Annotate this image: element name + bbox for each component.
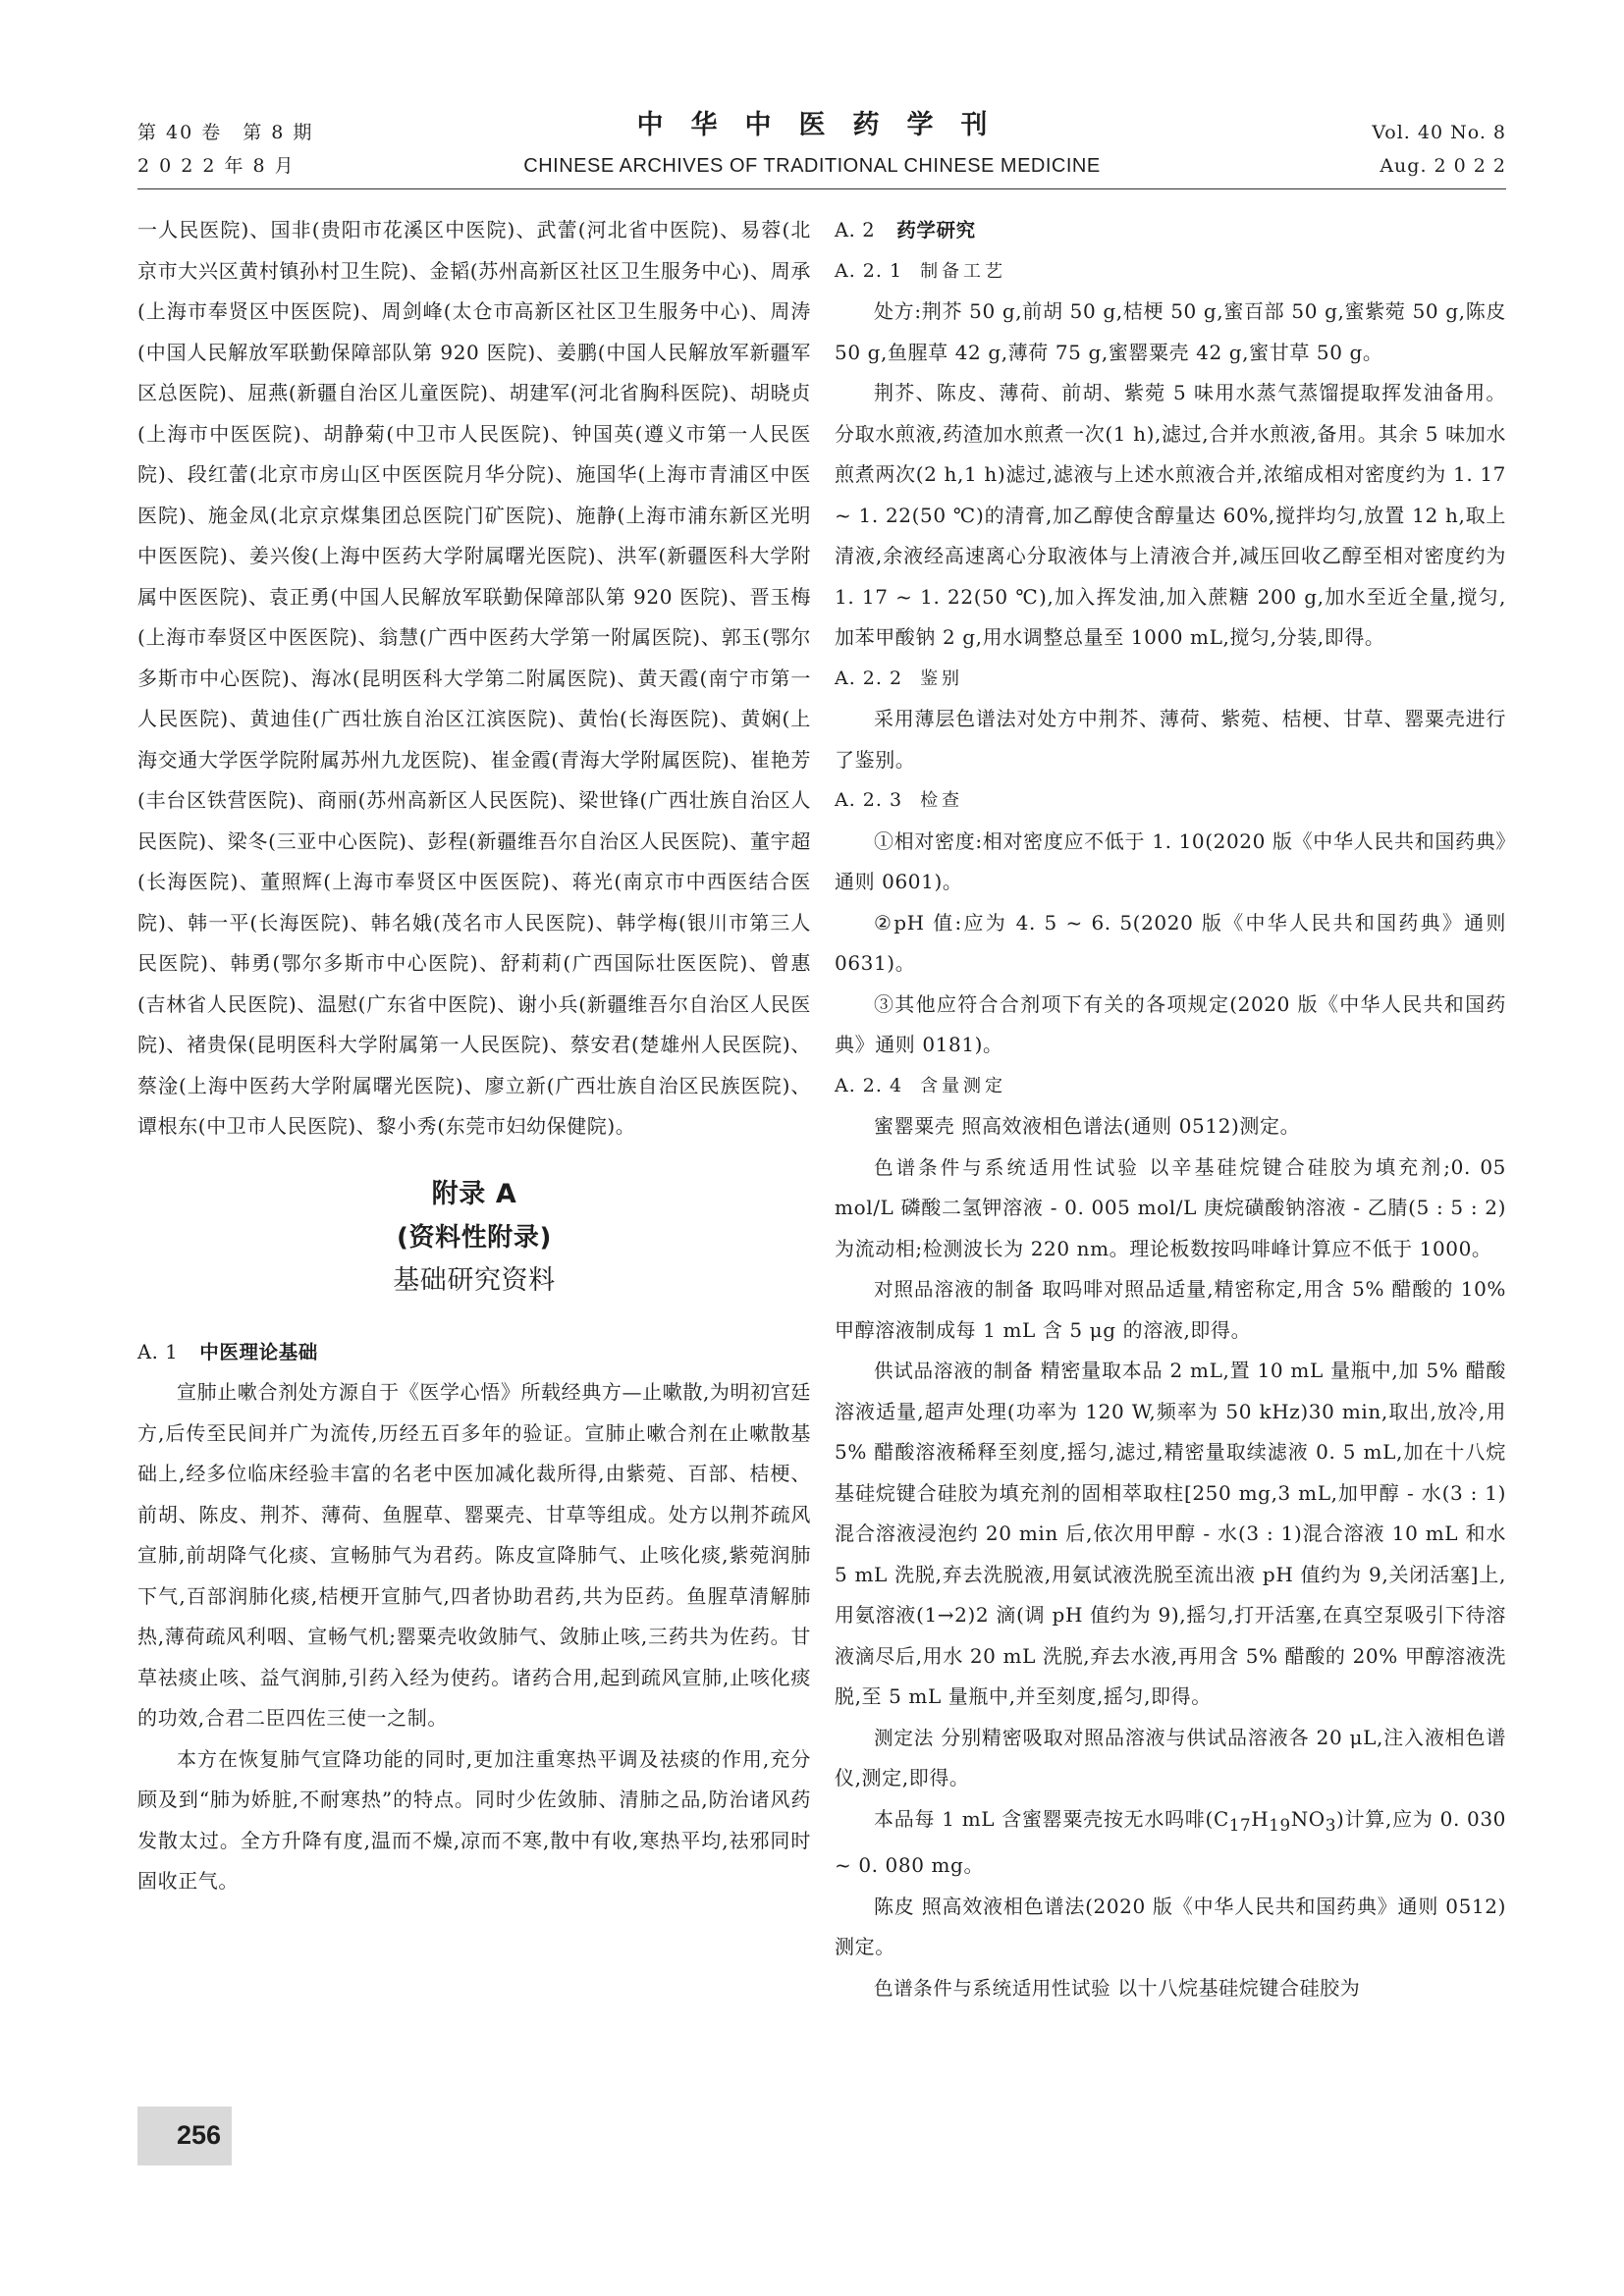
page-number-box xyxy=(137,2107,232,2165)
prescription-paragraph: 处方:荆芥 50 g,前胡 50 g,桔梗 50 g,蜜百部 50 g,蜜紫菀 50 g,陈皮 50 g,鱼腥草 42 g,薄荷 75 g,蜜罂粟壳 42 g,蜜甘草 50 g。 xyxy=(835,299,1506,364)
paragraph-body: 以十八烷基硅烷键合硅胶为 xyxy=(1117,1975,1361,2000)
paragraph-body: 精密量取本品 2 mL,置 10 mL 量瓶中,加 5% 醋酸溶液适量,超声处理(功率为 120 W,频率为 50 kHz)30 min,取出,放冷,用 5% 醋酸溶液稀释至刻度,摇匀,滤过,精密量取续滤液 0. 5 mL,加在十八烷基硅烷键合硅胶为填充剂的固相萃取柱[250 mg,3 mL,加甲醇 - 水(3 : 1)混合溶液浸泡约 20 min 后,依次用甲醇 - 水(3 : 1)混合溶液 10 mL 和水 5 mL 洗脱,弃去洗脱液,用氨试液洗脱至流出液 pH 值约为 9,关闭活塞]上,用氨溶液(1→2)2 滴(调 pH 值约为 9),摇匀,打开活塞,在真空泵吸引下待溶液滴尽后,用水 20 mL 洗脱,弃去水液,再用含 5% 醋酸的 20% 甲醇溶液洗脱,至 5 mL 量瓶中,并至刻度,摇匀,即得。 xyxy=(835,1359,1507,1708)
section-number: A. 1 xyxy=(137,1340,179,1363)
formula-element: C xyxy=(1213,1806,1229,1831)
subsection-number: A. 2. 4 xyxy=(835,1074,903,1096)
method-paragraph: 蜜罂粟壳 照高效液相色谱法(通则 0512)测定。 xyxy=(874,1114,1301,1138)
lead-term: 色谱条件与系统适用性试验 xyxy=(874,1976,1111,2000)
header-left xyxy=(137,116,313,183)
paragraph: 本方在恢复肺气宣降功能的同时,更加注重寒热平调及祛痰的作用,充分顾及到“肺为娇脏,不耐寒热”的特点。同时少佐敛肺、清肺之品,防治诸风药发散太过。全方升降有度,温而不燥,凉而不寒,散中有收,寒热平均,祛邪同时固收正气。 xyxy=(137,1746,811,1893)
subsection-title: 制备工艺 xyxy=(920,260,1007,282)
section-a2-heading xyxy=(835,210,1506,251)
section-number: A. 2 xyxy=(835,219,876,241)
page-number: 256 xyxy=(177,2120,222,2150)
content-paragraph xyxy=(835,1799,1506,1887)
subsection-a21-heading xyxy=(835,251,1506,293)
check-item-3: ③其他应符合合剂项下有关的各项规定(2020 版《中华人民共和国药典》通则 0181)。 xyxy=(835,991,1506,1056)
header-rule xyxy=(137,188,1506,189)
appendix-name: 基础研究资料 xyxy=(393,1264,556,1296)
date-en: Aug. 2 0 2 2 xyxy=(1380,155,1506,177)
journal-title-cn: 中华中医药学刊 xyxy=(636,110,1015,140)
section-title: 药学研究 xyxy=(896,219,976,241)
subsection-number: A. 2. 2 xyxy=(835,667,903,689)
lead-term: 对照品溶液的制备 xyxy=(874,1278,1035,1301)
formula-element: NO xyxy=(1290,1806,1326,1831)
formula-element: H xyxy=(1251,1806,1270,1831)
volume-issue-cn: 第 40 卷 第 8 期 xyxy=(137,122,314,143)
subsection-title: 鉴别 xyxy=(920,667,964,689)
subsection-a24-heading xyxy=(835,1066,1506,1107)
check-item-1: ①相对密度:相对密度应不低于 1. 10(2020 版《中华人民共和国药典》通则 0601)。 xyxy=(835,828,1506,893)
right-column xyxy=(835,210,1506,2008)
reference-solution-paragraph xyxy=(835,1269,1506,1351)
journal-title-en: CHINESE ARCHIVES OF TRADITIONAL CHINESE MEDICINE xyxy=(523,155,1101,177)
conditions-paragraph xyxy=(835,1968,1506,2009)
method-paragraph: 陈皮 照高效液相色谱法(2020 版《中华人民共和国药典》通则 0512)测定。 xyxy=(835,1894,1506,1958)
lead-term: 色谱条件与系统适用性试验 xyxy=(874,1155,1140,1179)
appendix-title: 附录 A xyxy=(431,1178,517,1209)
subsection-a22-heading xyxy=(835,659,1506,700)
paragraph-body: 取吗啡对照品适量,精密称定,用含 5% 醋酸的 10% 甲醇溶液制成每 1 mL 含 5 μg 的溶液,即得。 xyxy=(835,1277,1506,1342)
subsection-number: A. 2. 3 xyxy=(835,789,903,811)
paragraph-body: 本品每 1 mL 含蜜罂粟壳按无水吗啡( xyxy=(874,1806,1214,1831)
paragraph-body: )计算,应为 0. 030 ~ 0. 080 mg。 xyxy=(835,1806,1506,1877)
header-right xyxy=(1372,116,1506,183)
paragraph-body: 分别精密吸取对照品溶液与供试品溶液各 20 μL,注入液相色谱仪,测定,即得。 xyxy=(835,1725,1506,1789)
section-title: 中医理论基础 xyxy=(199,1340,318,1363)
paragraph: 宣肺止嗽合剂处方源自于《医学心悟》所载经典方—止嗽散,为明初宫廷方,后传至民间并广为流传,历经五百多年的验证。宣肺止嗽合剂在止嗽散基础上,经多位临床经验丰富的名老中医加减化裁所得,由紫菀、百部、桔梗、前胡、陈皮、荆芥、薄荷、鱼腥草、罂粟壳、甘草等组成。处方以荆芥疏风宣肺,前胡降气化痰、宣畅肺气为君药。陈皮宣降肺气、止咳化痰,紫菀润肺下气,百部润肺化痰,桔梗开宣肺气,四者协助君药,共为臣药。鱼腥草清解肺热,薄荷疏风利咽、宣畅气机;罂粟壳收敛肺气、敛肺止咳,三药共为佐药。甘草祛痰止咳、益气润肺,引药入经为使药。诸药合用,起到疏风宣肺,止咳化痰的功效,合君二臣四佐三使一之制。 xyxy=(137,1380,811,1730)
conditions-paragraph xyxy=(835,1148,1506,1270)
paragraph-body: 以辛基硅烷键合硅胶为填充剂;0. 05 mol/L 磷酸二氢钾溶液 - 0. 005 mol/L 庚烷磺酸钠溶液 - 乙腈(5 : 5 : 2)为流动相;检测波长为 220 nm。理论板数按吗啡峰计算应不低于 1000。 xyxy=(835,1154,1506,1260)
lead-term: 供试品溶液的制备 xyxy=(874,1360,1034,1382)
date-cn: 2 0 2 2 年 8 月 xyxy=(137,155,296,177)
formula-subscript: 3 xyxy=(1325,1815,1337,1835)
section-a1-heading xyxy=(137,1332,811,1373)
subsection-title: 含量测定 xyxy=(920,1075,1007,1096)
chemical-formula xyxy=(1213,1806,1337,1835)
measurement-paragraph xyxy=(835,1718,1506,1799)
test-solution-paragraph xyxy=(835,1351,1506,1718)
lead-term: 测定法 xyxy=(874,1726,935,1749)
formula-subscript: 19 xyxy=(1269,1815,1291,1835)
appendix-heading xyxy=(137,1173,811,1303)
formula-subscript: 17 xyxy=(1228,1815,1252,1835)
header-center xyxy=(412,108,1212,183)
subsection-number: A. 2. 1 xyxy=(835,259,903,282)
appendix-subtitle: (资料性附录) xyxy=(397,1222,552,1253)
subsection-title: 检查 xyxy=(920,790,964,811)
left-column xyxy=(137,210,811,1902)
process-paragraph: 荆芥、陈皮、薄荷、前胡、紫菀 5 味用水蒸气蒸馏提取挥发油备用。分取水煎液,药渣加水煎煮一次(1 h),滤过,合并水煎液,备用。其余 5 味加水煎煮两次(2 h,1 h)滤过,滤液与上述水煎液合并,浓缩成相对密度约为 1. 17 ~ 1. 22(50 ℃)的清膏,加乙醇使含醇量达 60%,搅拌均匀,放置 12 h,取上清液,余液经高速离心分取液体与上清液合并,减压回收乙醇至相对密度约为 1. 17 ~ 1. 22(50 ℃),加入挥发油,加入蔗糖 200 g,加水至近全量,搅匀,加苯甲酸钠 2 g,用水调整总量至 1000 mL,搅匀,分装,即得。 xyxy=(835,381,1506,649)
volume-issue-en: Vol. 40 No. 8 xyxy=(1372,122,1506,143)
subsection-a23-heading xyxy=(835,780,1506,822)
hospital-list-paragraph: 一人民医院)、国非(贵阳市花溪区中医院)、武蕾(河北省中医院)、易蓉(北京市大兴区黄村镇孙村卫生院)、金韬(苏州高新区社区卫生服务中心)、周承(上海市奉贤区中医医院)、周剑峰(太仓市高新区社区卫生服务中心)、周涛(中国人民解放军联勤保障部队第 920 医院)、姜鹏(中国人民解放军新疆军区总医院)、屈燕(新疆自治区儿童医院)、胡建军(河北省胸科医院)、胡晓贞(上海市中医医院)、胡静菊(中卫市人民医院)、钟国英(遵义市第一人民医院)、段红蕾(北京市房山区中医医院月华分院)、施国华(上海市青浦区中医医院)、施金凤(北京京煤集团总医院门矿医院)、施静(上海市浦东新区光明中医医院)、姜兴俊(上海中医药大学附属曙光医院)、洪军(新疆医科大学附属中医医院)、袁正勇(中国人民解放军联勤保障部队第 920 医院)、晋玉梅(上海市奉贤区中医医院)、翁慧(广西中医药大学第一附属医院)、郭玉(鄂尔多斯市中心医院)、海冰(昆明医科大学第二附属医院)、黄天霞(南宁市第一人民医院)、黄迪佳(广西壮族自治区江滨医院)、黄怡(长海医院)、黄娴(上海交通大学医学院附属苏州九龙医院)、崔金霞(青海大学附属医院)、崔艳芳(丰台区铁营医院)、商丽(苏州高新区人民医院)、梁世锋(广西壮族自治区人民医院)、梁冬(三亚中心医院)、彭程(新疆维吾尔自治区人民医院)、董宇超(长海医院)、董照辉(上海市奉贤区中医医院)、蒋光(南京市中西医结合医院)、韩一平(长海医院)、韩名娥(茂名市人民医院)、韩学梅(银川市第三人民医院)、韩勇(鄂尔多斯市中心医院)、舒莉莉(广西国际壮医医院)、曾惠(吉林省人民医院)、温慰(广东省中医院)、谢小兵(新疆维吾尔自治区人民医院)、褚贵保(昆明医科大学附属第一人民医院)、蔡安君(楚雄州人民医院)、蔡淦(上海中医药大学附属曙光医院)、廖立新(广西壮族自治区民族医院)、谭根东(中卫市人民医院)、黎小秀(东莞市妇幼保健院)。 xyxy=(137,218,811,1138)
identification-paragraph: 采用薄层色谱法对处方中荆芥、薄荷、紫菀、桔梗、甘草、罂粟壳进行了鉴别。 xyxy=(835,707,1506,772)
check-item-2: ②pH 值:应为 4. 5 ~ 6. 5(2020 版《中华人民共和国药典》通则 0631)。 xyxy=(835,910,1506,975)
